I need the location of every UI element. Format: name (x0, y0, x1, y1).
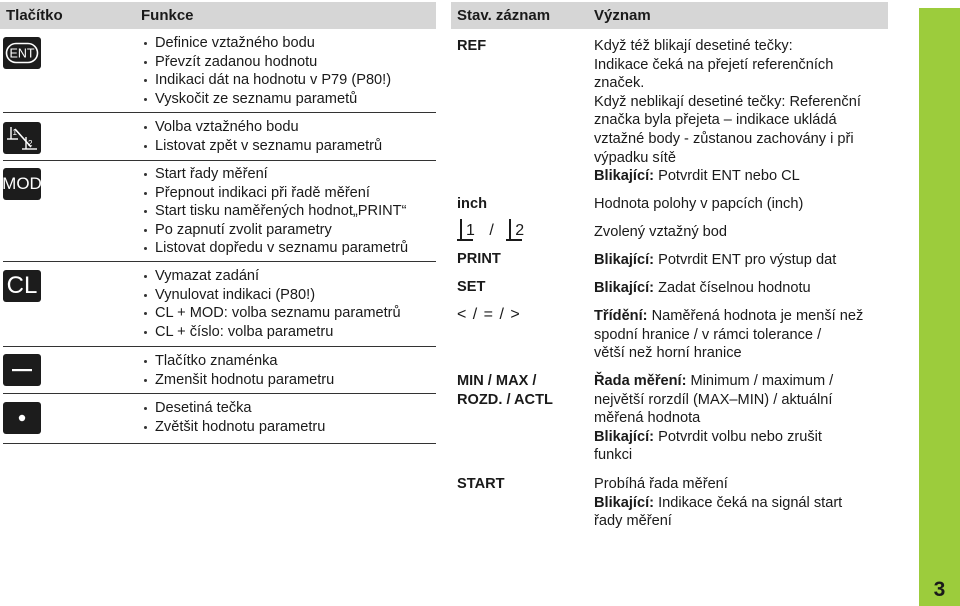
dot-functions (141, 399, 325, 436)
ent-key-icon (3, 37, 41, 69)
meaning-set: Blikající: Zadat číselnou hodnotu (594, 280, 811, 296)
list-item: Desetiná tečka (141, 399, 325, 418)
meaning-start: Probíhá řada měření Blikající: Indikace čeká na signál start řady měření (594, 476, 843, 530)
minus-key-icon (3, 354, 41, 386)
divider (3, 112, 436, 113)
list-item: Zmenšit hodnotu parametru (141, 371, 334, 390)
minus-functions (141, 352, 334, 389)
datum-functions (141, 118, 382, 155)
ent-functions (141, 34, 391, 108)
status-ref: REF (457, 38, 487, 54)
svg-text:ENT: ENT (9, 46, 35, 61)
meaning-inch: Hodnota polohy v papcích (inch) (594, 196, 804, 212)
list-item: CL + MOD: volba seznamu parametrů (141, 304, 401, 323)
list-item: Převzít zadanou hodnotu (141, 53, 391, 72)
status-datum: 1 / 2 (457, 222, 524, 241)
chapter-tab (919, 8, 960, 606)
decimal-point-key-icon (3, 402, 41, 434)
list-item: CL + číslo: volba parametru (141, 323, 401, 342)
status-min-max: MIN / MAX / ROZD. / ACTL (457, 373, 553, 408)
meaning-print: Blikající: Potvrdit ENT pro výstup dat (594, 252, 837, 268)
status-inch: inch (457, 196, 487, 212)
list-item: Listovat zpět v seznamu parametrů (141, 137, 382, 156)
divider (3, 261, 436, 262)
list-item: Vynulovat indikaci (P80!) (141, 286, 401, 305)
mod-key-icon: MOD (3, 168, 41, 200)
list-item: Vymazat zadání (141, 267, 401, 286)
header-function: Funkce (141, 7, 194, 24)
svg-text:1: 1 (12, 128, 17, 137)
divider (3, 443, 436, 444)
right-table-header (451, 2, 888, 29)
list-item: Definice vztažného bodu (141, 34, 391, 53)
datum-1-2-icon (5, 125, 39, 151)
list-item: Zvětšit hodnotu parametru (141, 418, 325, 437)
datum-1-icon: 1 (457, 222, 475, 241)
list-item: Start tisku naměřených hodnot„PRINT“ (141, 202, 408, 221)
status-sorting: < / = / > (457, 306, 520, 323)
datum-select-key-icon (3, 122, 41, 154)
svg-text:2: 2 (28, 139, 33, 148)
datum-2-icon: 2 (506, 222, 524, 241)
status-print: PRINT (457, 251, 501, 267)
list-item: Indikaci dát na hodnotu v P79 (P80!) (141, 71, 391, 90)
header-key: Tlačítko (6, 7, 63, 24)
list-item: Tlačítko znaménka (141, 352, 334, 371)
list-item: Vyskočit ze seznamu parametů (141, 90, 391, 109)
divider (3, 393, 436, 394)
divider (3, 346, 436, 347)
list-item: Přepnout indikaci při řadě měření (141, 184, 408, 203)
meaning-ref: Když též blikají desetiné tečky: Indikace čeká na přejetí referenčních značek. Když neblikají desetiné tečky: Referenční značka byla přejeta – indikace ukládá vztažné body - zůstanou zachovány i při výpadku sítě Blikající: Potvrdit ENT nebo CL (594, 38, 861, 185)
list-item: Listovat dopředu v seznamu parametrů (141, 239, 408, 258)
list-item: Start řady měření (141, 165, 408, 184)
list-item: Po zapnutí zvolit parametry (141, 221, 408, 240)
status-start: START (457, 476, 505, 492)
mod-functions (141, 165, 408, 258)
meaning-min-max: Řada měření: Minimum / maximum / největší rorzdíl (MAX–MIN) / aktuální měřená hodnota Blikající: Potvrdit volbu nebo zrušit funkci (594, 373, 834, 464)
cl-functions (141, 267, 401, 341)
meaning-datum: Zvolený vztažný bod (594, 224, 728, 240)
meaning-sorting: Třídění: Naměřená hodnota je menší než spodní hranice / v rámci tolerance / větší než horní hranice (594, 308, 864, 362)
header-status: Stav. záznam (457, 7, 551, 24)
left-table-header (0, 2, 436, 29)
header-meaning: Význam (594, 7, 651, 24)
list-item: Volba vztažného bodu (141, 118, 382, 137)
page-number: 3 (933, 578, 946, 602)
divider (3, 160, 436, 161)
cl-key-icon: CL (3, 270, 41, 302)
status-set: SET (457, 279, 486, 295)
